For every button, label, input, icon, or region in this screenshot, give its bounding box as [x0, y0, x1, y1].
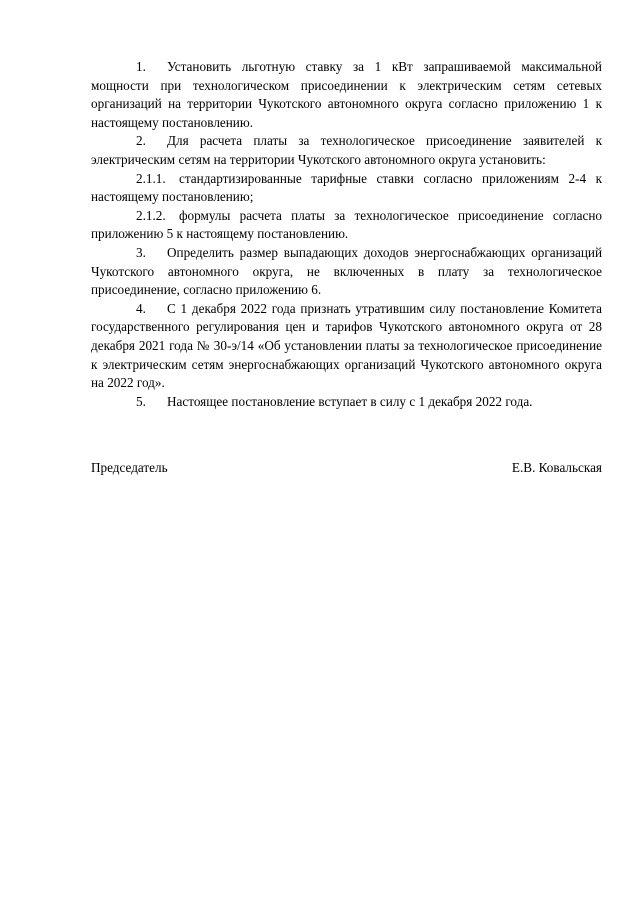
paragraph-3: [91, 244, 602, 300]
document-body: [91, 58, 602, 411]
paragraph-1: [91, 58, 602, 132]
paragraph-2: [91, 132, 602, 169]
paragraph-number: 2.1.1.: [136, 170, 166, 186]
paragraph-text: Для расчета платы за технологическое присоединение заявителей к электрическим сетям на территории Чукотского автономного округа установить:: [91, 133, 602, 167]
paragraph-text: Настоящее постановление вступает в силу с 1 декабря 2022 года.: [167, 393, 533, 409]
paragraph-text: формулы расчета платы за технологическое присоединение согласно приложению 5 к настоящему постановлению.: [91, 207, 602, 242]
paragraph-text: Установить льготную ставку за 1 кВт запрашиваемой максимальной мощности при технологическом присоединении к электрическим сетям сетевых организаций на территории Чукотского автономного округа согласно приложению 1 к настоящему постановлению.: [91, 59, 602, 130]
paragraph-number: 4.: [136, 300, 146, 316]
signature-name: Е.В. Ковальская: [511, 460, 602, 475]
paragraph-text: С 1 декабря 2022 года признать утратившим силу постановление Комитета государственного регулирования цен и тарифов Чукотского автономного округа от 28 декабря 2021 года № 30-э/14 «Об установлении платы за технологическое присоединение к электрическим сетям энергоснабжающих организаций Чукотского автономного округа на 2022 год».: [91, 300, 602, 391]
paragraph-number: 1.: [136, 59, 146, 74]
signature-block: [91, 459, 602, 478]
paragraph-2-1-1: [91, 170, 602, 207]
paragraph-5: [91, 393, 602, 412]
paragraph-number: 5.: [136, 393, 146, 409]
paragraph-number: 3.: [136, 244, 146, 260]
paragraph-text: Определить размер выпадающих доходов энергоснабжающих организаций Чукотского автономного округа, не включенных в плату за технологическое присоединение, согласно приложению 6.: [91, 244, 602, 298]
signature-title: Председатель: [91, 460, 168, 475]
paragraph-number: 2.: [136, 133, 146, 149]
paragraph-4: [91, 300, 602, 393]
paragraph-number: 2.1.2.: [136, 207, 166, 223]
paragraph-text: стандартизированные тарифные ставки согласно приложениям 2-4 к настоящему постановлению;: [91, 170, 602, 205]
paragraph-2-1-2: [91, 207, 602, 244]
